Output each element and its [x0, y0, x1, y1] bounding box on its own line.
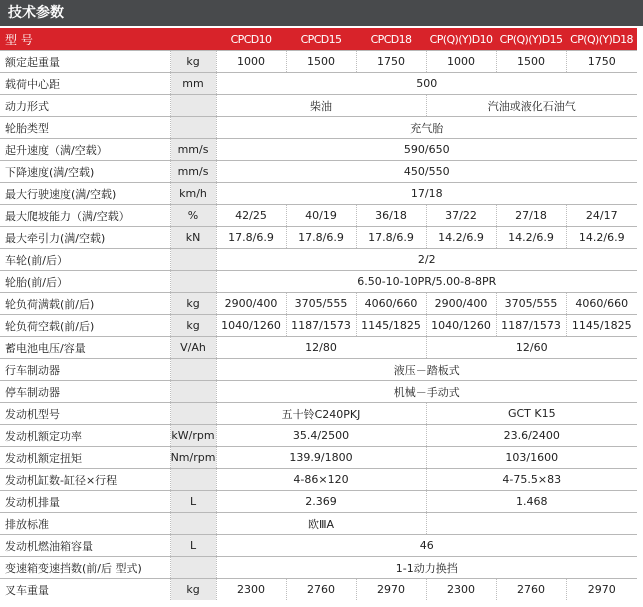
spec-table	[0, 28, 637, 600]
table-row	[0, 73, 637, 95]
value-cell: 2970	[566, 579, 637, 601]
row-unit	[170, 403, 216, 425]
value-cell: 4060/660	[356, 293, 426, 315]
model-header-cell: CPCD15	[286, 28, 356, 51]
row-unit: kW/rpm	[170, 425, 216, 447]
value-cell: 1187/1573	[286, 315, 356, 337]
row-unit: mm/s	[170, 161, 216, 183]
value-cell: 12/80	[216, 337, 426, 359]
table-row	[0, 403, 637, 425]
table-row	[0, 469, 637, 491]
value-cell: 40/19	[286, 205, 356, 227]
row-unit: Nm/rpm	[170, 447, 216, 469]
value-cell: 汽油或液化石油气	[426, 95, 637, 117]
row-unit: mm	[170, 73, 216, 95]
value-cell: 17.8/6.9	[216, 227, 286, 249]
value-cell: 1040/1260	[426, 315, 496, 337]
row-label: 变速箱变速挡数(前/后 型式)	[0, 557, 170, 579]
row-label: 轮负荷空载(前/后)	[0, 315, 170, 337]
row-unit	[170, 249, 216, 271]
value-cell: 6.50-10-10PR/5.00-8-8PR	[216, 271, 637, 293]
value-cell: 1500	[286, 51, 356, 73]
value-cell: 1145/1825	[356, 315, 426, 337]
row-label: 轮胎类型	[0, 117, 170, 139]
row-unit: L	[170, 491, 216, 513]
row-unit: kg	[170, 315, 216, 337]
table-row	[0, 249, 637, 271]
row-label: 发动机额定扭矩	[0, 447, 170, 469]
row-label: 叉车重量	[0, 579, 170, 601]
value-cell: 2970	[356, 579, 426, 601]
row-label: 起升速度（满/空载）	[0, 139, 170, 161]
row-unit	[170, 271, 216, 293]
row-unit: kg	[170, 293, 216, 315]
row-unit: km/h	[170, 183, 216, 205]
value-cell: 1000	[216, 51, 286, 73]
row-unit	[170, 95, 216, 117]
value-cell: 24/17	[566, 205, 637, 227]
value-cell: 2300	[216, 579, 286, 601]
value-cell: 2900/400	[426, 293, 496, 315]
table-row	[0, 227, 637, 249]
row-unit: kg	[170, 579, 216, 601]
table-row	[0, 293, 637, 315]
row-label: 发动机燃油箱容量	[0, 535, 170, 557]
table-row	[0, 95, 637, 117]
value-cell: 2300	[426, 579, 496, 601]
table-row	[0, 337, 637, 359]
model-header-cell: CP(Q)(Y)D10	[426, 28, 496, 51]
value-cell: 五十铃C240PKJ	[216, 403, 426, 425]
value-cell: GCT K15	[426, 403, 637, 425]
value-cell: 139.9/1800	[216, 447, 426, 469]
row-label: 发动机排量	[0, 491, 170, 513]
row-unit: kN	[170, 227, 216, 249]
value-cell: 柴油	[216, 95, 426, 117]
value-cell: 23.6/2400	[426, 425, 637, 447]
table-row	[0, 359, 637, 381]
table-row	[0, 491, 637, 513]
row-unit: kg	[170, 51, 216, 73]
section-title: 技术参数	[0, 0, 643, 26]
value-cell: 3705/555	[496, 293, 566, 315]
table-row	[0, 161, 637, 183]
value-cell: 450/550	[216, 161, 637, 183]
value-cell: 590/650	[216, 139, 637, 161]
value-cell: 1750	[356, 51, 426, 73]
value-cell: 2760	[286, 579, 356, 601]
row-label: 停车制动器	[0, 381, 170, 403]
value-cell: 1040/1260	[216, 315, 286, 337]
value-cell: 35.4/2500	[216, 425, 426, 447]
row-label: 最大牵引力(满/空载)	[0, 227, 170, 249]
value-cell: 1500	[496, 51, 566, 73]
value-cell: 14.2/6.9	[426, 227, 496, 249]
row-label: 车轮(前/后）	[0, 249, 170, 271]
row-label: 下降速度(满/空载)	[0, 161, 170, 183]
table-row	[0, 447, 637, 469]
table-row	[0, 315, 637, 337]
value-cell: 103/1600	[426, 447, 637, 469]
table-row	[0, 535, 637, 557]
table-row	[0, 117, 637, 139]
table-row	[0, 205, 637, 227]
model-header-cell: CPCD18	[356, 28, 426, 51]
value-cell: 机械－手动式	[216, 381, 637, 403]
row-unit: L	[170, 535, 216, 557]
value-cell: 37/22	[426, 205, 496, 227]
value-cell: 1145/1825	[566, 315, 637, 337]
value-cell: 充气胎	[216, 117, 637, 139]
table-row	[0, 51, 637, 73]
row-unit	[170, 117, 216, 139]
row-label: 蓄电池电压/容量	[0, 337, 170, 359]
value-cell: 2760	[496, 579, 566, 601]
row-label: 行车制动器	[0, 359, 170, 381]
value-cell: 4-86×120	[216, 469, 426, 491]
value-cell: 14.2/6.9	[496, 227, 566, 249]
value-cell: 14.2/6.9	[566, 227, 637, 249]
row-unit	[170, 557, 216, 579]
row-unit: %	[170, 205, 216, 227]
table-header-row	[0, 28, 637, 51]
value-cell: 36/18	[356, 205, 426, 227]
table-row	[0, 425, 637, 447]
row-unit	[170, 381, 216, 403]
value-cell: 2/2	[216, 249, 637, 271]
row-unit	[170, 513, 216, 535]
row-unit: V/Ah	[170, 337, 216, 359]
row-label: 额定起重量	[0, 51, 170, 73]
value-cell: 1-1动力换挡	[216, 557, 637, 579]
value-cell: 46	[216, 535, 637, 557]
value-cell: 2900/400	[216, 293, 286, 315]
value-cell: 液压－踏板式	[216, 359, 637, 381]
value-cell: 1.468	[426, 491, 637, 513]
value-cell: 42/25	[216, 205, 286, 227]
table-row	[0, 579, 637, 601]
row-label: 发动机缸数-缸径×行程	[0, 469, 170, 491]
value-cell: 27/18	[496, 205, 566, 227]
value-cell: 2.369	[216, 491, 426, 513]
table-row	[0, 183, 637, 205]
row-unit	[170, 359, 216, 381]
value-cell: 17.8/6.9	[356, 227, 426, 249]
value-cell: 17/18	[216, 183, 637, 205]
model-header-cell: CPCD10	[216, 28, 286, 51]
table-row	[0, 271, 637, 293]
value-cell: 4060/660	[566, 293, 637, 315]
table-row	[0, 513, 637, 535]
value-cell: 1750	[566, 51, 637, 73]
row-label: 最大行驶速度(满/空载)	[0, 183, 170, 205]
row-label: 动力形式	[0, 95, 170, 117]
value-cell: 12/60	[426, 337, 637, 359]
row-label: 发动机额定功率	[0, 425, 170, 447]
value-cell: 欧ⅢA	[216, 513, 426, 535]
model-header-cell: CP(Q)(Y)D15	[496, 28, 566, 51]
model-header-label: 型 号	[0, 28, 216, 51]
row-label: 轮胎(前/后）	[0, 271, 170, 293]
model-header-cell: CP(Q)(Y)D18	[566, 28, 637, 51]
value-cell: 4-75.5×83	[426, 469, 637, 491]
row-label: 最大爬坡能力（满/空载）	[0, 205, 170, 227]
value-cell: 3705/555	[286, 293, 356, 315]
table-row	[0, 381, 637, 403]
table-row	[0, 557, 637, 579]
row-unit	[170, 469, 216, 491]
row-label: 轮负荷满载(前/后)	[0, 293, 170, 315]
value-cell: 1000	[426, 51, 496, 73]
row-label: 发动机型号	[0, 403, 170, 425]
value-cell: 500	[216, 73, 637, 95]
value-cell	[426, 513, 637, 535]
table-row	[0, 139, 637, 161]
value-cell: 1187/1573	[496, 315, 566, 337]
value-cell: 17.8/6.9	[286, 227, 356, 249]
row-label: 载荷中心距	[0, 73, 170, 95]
row-unit: mm/s	[170, 139, 216, 161]
row-label: 排放标准	[0, 513, 170, 535]
